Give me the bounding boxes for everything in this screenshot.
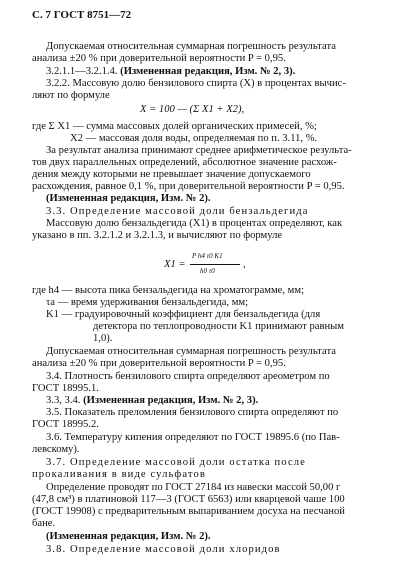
formula-numerator: P h4 τ0 K1 [192,252,223,260]
definition-line: 1,0). [93,333,113,344]
text-line: бане. [32,518,56,529]
amendment-note: (Измененная редакция, Изм. № 2). [46,193,211,204]
fraction-bar [190,264,240,265]
text-line: дения между которыми не превышает значение допускаемого [32,169,311,180]
text-line: Допускаемая относительная суммарная погрешность результата [46,41,336,52]
amendment-note: (Измененная редакция, Изм. № 2, 3). [120,66,296,77]
definition-line: X2 — массовая доля воды, определяемая по п. 3.11, %. [70,133,318,144]
page-header: С. 7 ГОСТ 8751—72 [32,9,132,21]
text-line: (47,8 см³) в платиновой 117—3 (ГОСТ 6563) или кварцевой чаше 100 [32,494,345,505]
text-line: За результат анализа принимают среднее арифметическое результа- [46,145,352,156]
text-line: 3.5. Показатель преломления бензилового спирта определяют по [46,407,339,418]
definition-line: K1 — градуировочный коэффициент для бензальдегида (для [46,309,321,320]
section-heading: 3.8. Определение массовой доли хлоридов [46,544,281,555]
formula-denominator: h0 τ0 [200,267,215,275]
text-line: Массовую долю бензальдегида (X1) в процентах определяют, как [46,218,343,229]
amendment-note: (Измененная редакция, Изм. № 2). [46,531,211,542]
text-line: 3.2.2. Массовую долю бензилового спирта (X) в процентах вычис- [46,78,346,89]
paragraph-3-2-1 [46,66,295,78]
formula-1: X = 100 — (Σ X1 + X2), [140,104,245,115]
text-line: указано в пп. 3.2.1.2 и 3.2.1.3, и вычисляют по формуле [32,230,283,241]
text-line: ГОСТ 18995.1. [32,383,99,394]
definition-line: где Σ X1 — сумма массовых долей органических примесей, %; [32,121,317,132]
text-line: 3.6. Температуру кипения определяют по ГОСТ 19895.6 (по Пав- [46,432,340,443]
formula-lhs: X1 = [164,259,186,270]
text-line: левскому). [32,444,80,455]
text-line: расхождения, равное 0,1 %, при доверительной вероятности P = 0,95. [32,181,345,192]
section-heading: 3.3. Определение массовой доли бензальдегида [46,206,309,217]
section-heading: 3.7. Определение массовой доли остатка после [46,457,306,468]
amendment-note: (Измененная редакция, Изм. № 2, 3). [83,395,259,406]
text-line: анализа ±20 % при доверительной вероятности P = 0,95. [32,53,286,64]
text-line: ляют по формуле [32,90,110,101]
section-ref: 3.2.1.1—3.2.1.4. [46,66,118,77]
text-line: тов двух параллельных определений, абсолютное значение расхож- [32,157,337,168]
definition-line: детектора по теплопроводности K1 принимают равным [93,321,344,332]
paragraph-3-3-3-4 [46,395,258,407]
text-line: (ГОСТ 19908) с предварительным выпариванием досуха на песчаной [32,506,345,517]
definition-line: τа — время удерживания бензальдегида, мм; [46,297,249,308]
text-line: анализа ±20 % при доверительной вероятности P = 0,95. [32,358,286,369]
text-line: Определение проводят по ГОСТ 27184 из навески массой 50,00 г [46,482,341,493]
text-line: 3.4. Плотность бензилового спирта определяют ареометром по [46,371,330,382]
formula-tail: , [243,259,246,270]
section-ref: 3.3, 3.4. [46,395,81,406]
text-line: Допускаемая относительная суммарная погрешность результата [46,346,336,357]
definition-line: где h4 — высота пика бензальдегида на хроматограмме, мм; [32,285,305,296]
text-line: ГОСТ 18995.2. [32,419,99,430]
section-heading: прокаливания в виде сульфатов [32,469,206,480]
